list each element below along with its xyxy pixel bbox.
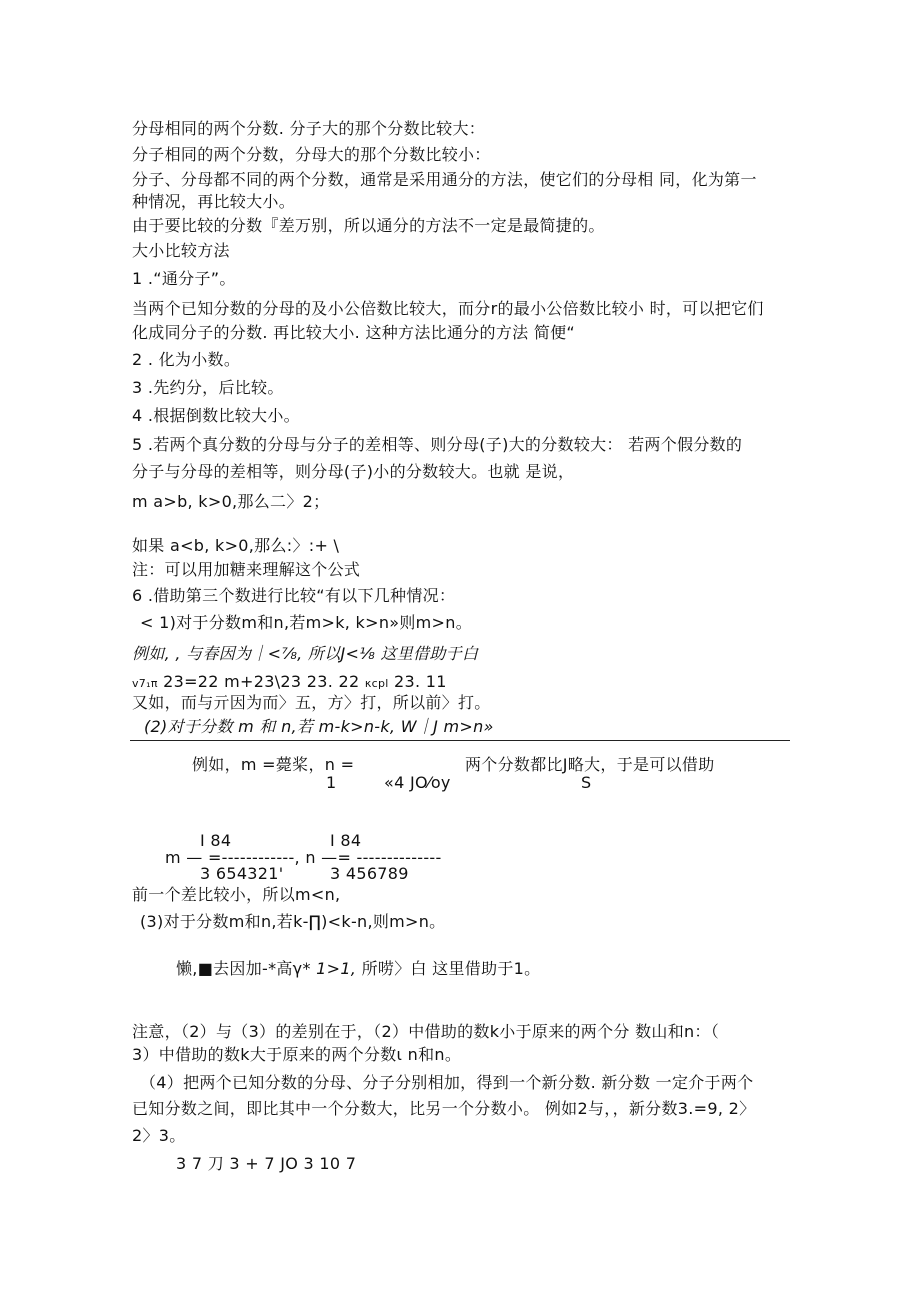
section-heading: 大小比较方法 <box>132 241 230 260</box>
fraction-numerator: I 84 <box>200 831 232 850</box>
text-line: 已知分数之间，即比其中一个分数大，比另一个分数小。 例如2与，，新分数3.=9, 2〉 <box>132 1099 756 1118</box>
text-line: 分子相同的两个分数，分母大的那个分数比较小： <box>132 145 491 164</box>
text-line: 当两个已知分数的分母的及小公倍数比较大，而分r的最小公倍数比较小 时，可以把它们 <box>132 299 764 318</box>
text-line: 种情况，再比较大小。 <box>132 192 296 211</box>
text-fragment: 所唠〉白 这里借助于1。 <box>356 959 541 978</box>
list-item: 3 .先约分，后比较。 <box>132 378 284 397</box>
text-line: 由于要比较的分数『差万别，所以通分的方法不一定是最简捷的。 <box>132 216 605 235</box>
formula-line: 例如，m =薨桨，n = <box>192 755 355 774</box>
formula-text: 23. 11 <box>388 672 447 691</box>
subscript-text: v7₁π <box>132 677 158 690</box>
formula-text: «4 JO⁄oy <box>384 773 451 792</box>
fraction-denominator: 3 654321' <box>200 864 284 883</box>
text-line: 分母相同的两个分数. 分子大的那个分数比较大： <box>132 119 486 138</box>
text-line: 又如，而与亓因为而〉五，方〉打，所以前〉打。 <box>132 693 491 712</box>
text-line: （4）把两个已知分数的分母、分子分别相加，得到一个新分数. 新分数 一定介于两个 <box>140 1073 754 1092</box>
list-item: 1 .“通分子”。 <box>132 269 236 288</box>
text-fragment: 1>1, <box>316 959 357 978</box>
text-line: 分子、分母都不同的两个分数，通常是采用通分的方法，使它们的分母相 同，化为第一 <box>132 170 757 189</box>
text-fragment: ■去因加-*高γ* <box>197 959 317 978</box>
text-fragment: 懒, <box>176 959 198 978</box>
text-line: 3）中借助的数k大于原来的两个分数ι n和n。 <box>132 1045 462 1064</box>
formula-line: m a>b, k>0,那么二〉2； <box>132 492 330 511</box>
text-line: 注：可以用加糖来理解这个公式 <box>132 560 361 579</box>
text-line: (3)对于分数m和n,若k-∏)<k-n,则m>n。 <box>140 912 446 931</box>
list-item: 6 .借助第三个数进行比较“有以下几种情况： <box>132 586 456 605</box>
text-line: 化成同分子的分数. 再比较大小. 这种方法比通分的方法 简便“ <box>132 323 576 342</box>
formula-line: m — =------------, n —= -------------- <box>165 848 442 867</box>
text-line: 两个分数都比J略大，于是可以借助 <box>465 755 715 774</box>
list-item: 4 .根据倒数比较大小。 <box>132 406 300 425</box>
formula-text: 1 <box>326 773 337 792</box>
text-line <box>176 958 540 980</box>
list-item: 2 . 化为小数。 <box>132 350 241 369</box>
fraction-numerator: I 84 <box>330 831 362 850</box>
horizontal-rule <box>130 740 790 741</box>
formula-line: 如果 a<b, k>0,那么:〉:+ \ <box>132 536 340 555</box>
formula-text: S <box>581 773 592 792</box>
subscript-text: κcpl <box>364 677 389 690</box>
formula-text: 23=22 m+23\23 23. 22 <box>157 672 365 691</box>
text-line: < 1)对于分数m和n,若m>k, k>n»则m>n。 <box>140 613 472 632</box>
formula-line: 3 7 刀 3 + 7 JO 3 10 7 <box>176 1154 357 1173</box>
text-line: (2)对于分数 m 和 n,若 m-k>n-k, W｜J m>n» <box>144 717 494 736</box>
text-line: 例如, , 与春因为｜<⅞, 所以J<⅛ 这里借助于白 <box>132 644 479 663</box>
text-line: 注意，（2）与（3）的差别在于，（2）中借助的数k小于原来的两个分 数山和n：（ <box>132 1022 720 1041</box>
fraction-denominator: 3 456789 <box>330 864 409 883</box>
list-item: 5 .若两个真分数的分母与分子的差相等、则分母(子)大的分数较大： 若两个假分数的 <box>132 435 743 454</box>
text-line: 2〉3。 <box>132 1126 186 1145</box>
text-line: 前一个差比较小，所以m<n, <box>132 885 341 904</box>
text-line: 分子与分母的差相等，则分母(子)小的分数较大。也就 是说， <box>132 462 575 481</box>
